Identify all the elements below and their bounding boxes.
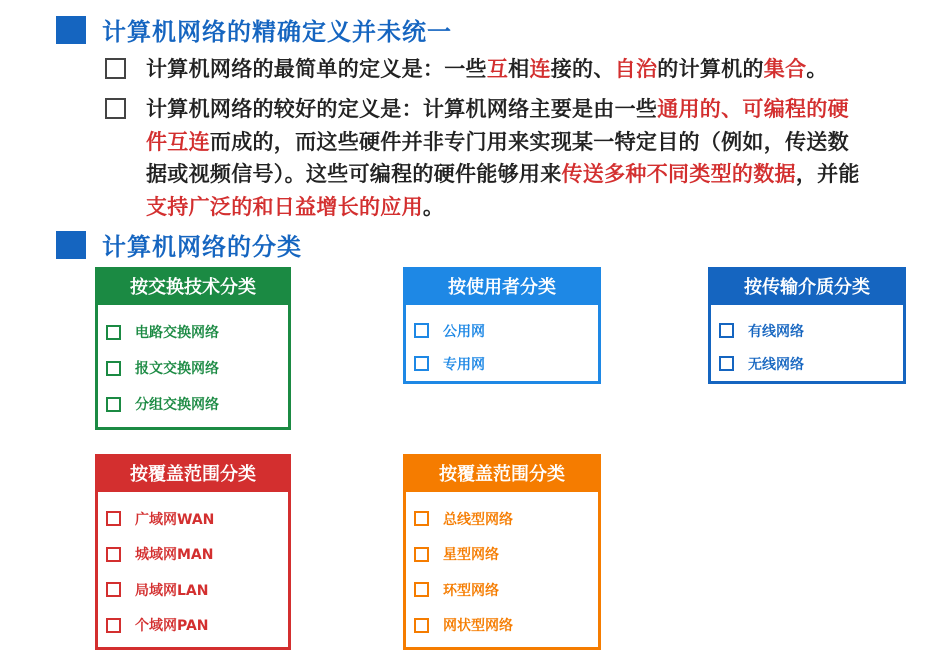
list-item xyxy=(106,386,288,422)
list-item-label: 星型网络 xyxy=(443,547,499,564)
definition-item-simple xyxy=(105,53,905,86)
text-segment: 而成的，而这些硬件并非专门用来实现某一特定目的（例如，传送数据或视频信号）。这些可编程的硬件能够用来 xyxy=(146,129,849,186)
category-list xyxy=(406,492,598,643)
highlight-segment: 支持广泛的和日益增长的应用 xyxy=(146,194,423,219)
checkbox-icon xyxy=(106,397,121,412)
checkbox-icon xyxy=(414,547,429,562)
category-box-user xyxy=(403,267,601,384)
category-title: 按使用者分类 xyxy=(406,270,598,305)
text-segment: 计算机网络的较好的定义是：计算机网络主要是由一些 xyxy=(146,97,658,121)
heading-square-icon xyxy=(56,231,86,259)
highlight-segment: 连 xyxy=(529,57,551,81)
list-item-label: 专用网 xyxy=(443,356,485,373)
list-item-label: 分组交换网络 xyxy=(135,397,219,413)
highlight-segment: 通用的、可编程的硬件互连 xyxy=(146,97,849,154)
category-box-switching xyxy=(95,267,291,430)
list-item xyxy=(719,347,903,380)
list-item xyxy=(106,537,288,573)
checkbox-icon xyxy=(414,356,429,371)
checkbox-icon xyxy=(414,618,429,633)
list-item-label: 有线网络 xyxy=(748,323,804,340)
list-item-label: 报文交换网络 xyxy=(135,361,219,377)
list-item xyxy=(414,608,598,644)
list-item-label: 个域网PAN xyxy=(135,618,209,635)
definition-item-better xyxy=(105,93,875,223)
category-box-coverage xyxy=(95,454,291,650)
list-item xyxy=(719,314,903,347)
heading-title: 计算机网络的精确定义并未统一 xyxy=(102,18,452,46)
list-item xyxy=(106,608,288,644)
heading-title: 计算机网络的分类 xyxy=(102,233,302,261)
list-item-label: 无线网络 xyxy=(748,356,804,373)
list-item xyxy=(414,501,598,537)
definition-text xyxy=(146,53,828,86)
text-segment: ，并能 xyxy=(795,162,860,186)
list-item-label: 总线型网络 xyxy=(443,511,513,528)
list-item xyxy=(414,537,598,573)
text-segment: 的计算机的 xyxy=(657,57,764,81)
list-item xyxy=(414,347,598,380)
highlight-segment: 传送多种不同类型的数据 xyxy=(561,162,796,186)
category-list xyxy=(406,305,598,380)
category-list xyxy=(711,305,903,380)
list-item-label: 公用网 xyxy=(443,323,485,340)
checkbox-icon xyxy=(414,511,429,526)
section-heading-definition xyxy=(56,12,452,47)
category-box-medium xyxy=(708,267,906,384)
checkbox-icon xyxy=(719,323,734,338)
checkbox-icon xyxy=(106,547,121,562)
text-segment: 。 xyxy=(806,57,828,81)
category-title: 按覆盖范围分类 xyxy=(98,457,288,492)
text-segment: 。 xyxy=(422,194,445,219)
list-item-label: 网状型网络 xyxy=(443,618,513,635)
category-title: 按交换技术分类 xyxy=(98,270,288,305)
list-item-label: 电路交换网络 xyxy=(135,325,219,341)
checkbox-icon xyxy=(106,361,121,376)
checkbox-icon xyxy=(106,618,121,633)
highlight-segment: 自治 xyxy=(614,57,658,81)
list-item xyxy=(414,572,598,608)
list-item-label: 局域网LAN xyxy=(135,582,209,599)
list-item-label: 环型网络 xyxy=(443,582,499,599)
list-item-label: 城域网MAN xyxy=(135,547,214,564)
checkbox-icon xyxy=(105,58,126,79)
list-item xyxy=(106,572,288,608)
checkbox-icon xyxy=(105,98,126,119)
heading-square-icon xyxy=(56,16,86,44)
category-box-topology xyxy=(403,454,601,650)
checkbox-icon xyxy=(719,356,734,371)
list-item xyxy=(414,314,598,347)
highlight-segment: 互 xyxy=(486,57,509,81)
checkbox-icon xyxy=(414,582,429,597)
highlight-segment: 集合 xyxy=(763,57,807,81)
list-item xyxy=(106,350,288,386)
list-item xyxy=(106,501,288,537)
category-title: 按覆盖范围分类 xyxy=(406,457,598,492)
checkbox-icon xyxy=(106,582,121,597)
definition-text xyxy=(146,93,866,223)
category-title: 按传输介质分类 xyxy=(711,270,903,305)
text-segment: 接的、 xyxy=(550,57,615,81)
category-list xyxy=(98,305,288,422)
checkbox-icon xyxy=(414,323,429,338)
list-item-label: 广域网WAN xyxy=(135,511,215,528)
list-item xyxy=(106,314,288,350)
section-heading-classification xyxy=(56,227,302,262)
text-segment: 计算机网络的最简单的定义是：一些 xyxy=(146,57,487,81)
checkbox-icon xyxy=(106,325,121,340)
category-list xyxy=(98,492,288,643)
text-segment: 相 xyxy=(508,57,530,81)
checkbox-icon xyxy=(106,511,121,526)
